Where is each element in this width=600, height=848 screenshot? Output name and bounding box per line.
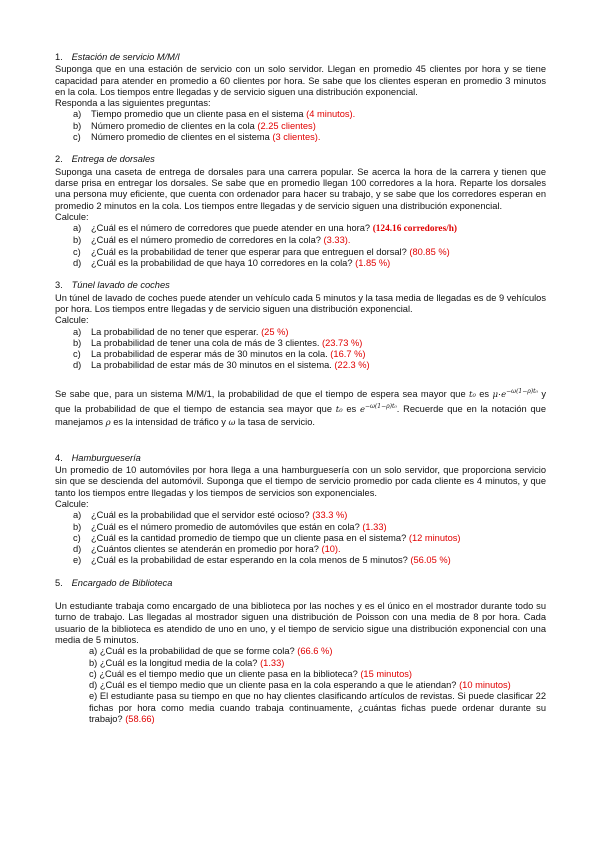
section-1 [55, 52, 546, 143]
section-3 [55, 280, 546, 428]
answer: (80.85 %) [409, 246, 450, 257]
question-list [55, 510, 546, 566]
section-intro: Suponga que en una estación de servicio con un solo servidor. Llegan en promedio 45 clientes por hora y se tiene capacidad para atender en promedio a 60 clientes por hora. Se sabe que los clientes esperan en promedio 3 minutos en la cola. Los tiempos entre llegadas y de servicio siguen una distribución exponencial. [55, 64, 546, 97]
section-title: 1. Estación de servicio M/M/l [55, 52, 180, 62]
answer: (3.33). [323, 235, 351, 246]
question-item: d) ¿Cuántos clientes se atenderán en promedio por hora? (10). [73, 544, 341, 555]
answer: (16.7 %) [330, 349, 366, 360]
section-title: 5. Encargado de Biblioteca [55, 577, 173, 588]
section-prompt: Calcule: [55, 498, 89, 509]
question-item: e) El estudiante pasa su tiempo en que no hay clientes clasificando artículos de revistas. Si puede clasificar 22 fichas por hora como media cuando trabaja continuamente, ¿cuántas fichas puede ordenar durante su trabajo? (58.66) [89, 691, 546, 725]
question-list [55, 109, 546, 143]
answer: (23.73 %) [322, 337, 363, 348]
section-prompt: Responda a las siguientes preguntas: [55, 98, 211, 109]
section-intro: Un túnel de lavado de coches puede atender un vehículo cada 5 minutos y la tasa media de llegadas es de 9 vehículos por hora. Los tiempos entre llegadas y de servicio siguen una distribución exponencial. [55, 292, 546, 314]
question-list [55, 223, 546, 269]
question-item: a) ¿Cuál es la probabilidad de que se forme cola? (66.6 %) [89, 646, 333, 657]
question-item: b) ¿Cuál es el número promedio de automóviles que están en cola? (1.33) [73, 521, 387, 532]
answer: (4 minutos). [306, 109, 356, 120]
answer: (66.6 %) [297, 646, 333, 657]
answer: (10). [321, 544, 341, 555]
answer: (15 minutos) [360, 668, 412, 679]
question-item: c) ¿Cuál es la probabilidad de tener que esperar para que entreguen el dorsal? (80.85 %) [73, 246, 450, 257]
answer: (2.25 clientes) [257, 120, 316, 131]
answer: (33.3 %) [312, 510, 348, 521]
question-item: a) ¿Cuál es la probabilidad que el servidor esté ocioso? (33.3 %) [73, 510, 348, 521]
answer: (3 clientes). [272, 132, 321, 143]
question-list [55, 646, 546, 725]
question-item: b) ¿Cuál es la longitud media de la cola? (1.33) [89, 657, 285, 668]
question-item: b) La probabilidad de tener una cola de más de 3 clientes. (23.73 %) [73, 337, 363, 348]
question-item: a) La probabilidad de no tener que esperar. (25 %) [73, 326, 289, 337]
question-item: d) ¿Cuál es la probabilidad de que haya 10 corredores en la cola? (1.85 %) [73, 258, 391, 269]
document-page [55, 52, 546, 725]
question-item: c) ¿Cuál es la cantidad promedio de tiempo que un cliente pasa en el sistema? (12 minutos) [73, 532, 461, 543]
section-intro: Un estudiante trabaja como encargado de una biblioteca por las noches y es el único en el mostrador durante todo su turno de trabajo. Las llegadas al mostrador siguen una distribución de Poisson con una media de 8 por hora. Cada usuario de la biblioteca es atendido de uno en uno, y el tiempo de servicio sigue una distribución exponencial con una media de 5 minutos. [55, 601, 546, 645]
section-4 [55, 453, 546, 567]
answer: (25 %) [261, 326, 289, 337]
section-note: Se sabe que, para un sistema M/M/1, la probabilidad de que el tiempo de espera sea mayor que t₀ es $\mu\cdot e^{-\omega(1-\rho)t_0}$ y que la probabilidad de que el tiempo de estancia sea mayor que t₀ es $e^{-\omega(1-\rho)t_0}$. Recuerde que en la notación que manejamos ρ es la intensidad de tráfico y ω la tasa de servicio. [55, 387, 546, 428]
section-title: 4. Hamburguesería [55, 452, 141, 463]
question-item: b) Número promedio de clientes en la cola (2.25 clientes) [73, 120, 316, 131]
question-item: c) ¿Cuál es el tiempo medio que un cliente pasa en la biblioteca? (15 minutos) [89, 668, 412, 679]
answer: (124.16 corredores/h) [372, 224, 458, 235]
question-item: d) ¿Cuál es el tiempo medio que un cliente pasa en la cola esperando a que le atiendan? (10 minutos) [89, 680, 511, 691]
question-item: d) La probabilidad de estar más de 30 minutos en el sistema. (22.3 %) [73, 360, 370, 371]
answer: (58.66) [125, 714, 155, 725]
question-item: c) La probabilidad de esperar más de 30 minutos en la cola. (16.7 %) [73, 349, 366, 360]
section-title: 3. Túnel lavado de coches [55, 280, 170, 291]
section-intro: Un promedio de 10 automóviles por hora llega a una hamburguesería con un solo servidor, que proporciona servicio sin que se descienda del automóvil. Suponga que el tiempo de servicio promedio por cada cliente es 4 minutos, y que tanto los tiempos entre llegadas y los tiempos de servicios son exponenciales. [55, 465, 546, 498]
section-title: 2. Entrega de dorsales [55, 154, 155, 165]
section-5 [55, 578, 546, 726]
question-item: c) Número promedio de clientes en el sistema (3 clientes). [73, 132, 321, 143]
section-intro: Suponga una caseta de entrega de dorsales para una carrera popular. Se acerca la hora de la carrera y tienen que darse prisa en entregar los dorsales. Se sabe que en promedio llegan 100 corredores a la hora. Reparte los dorsales una persona muy eficiente, que cuenta con ordenador para hacer su trabajo, y se sabe que los corredores esperan en promedio 2 minutos en la cola. Los tiempos entre llegadas y de servicio siguen una distribución exponencial. [55, 166, 546, 211]
answer: (12 minutos) [408, 532, 461, 543]
answer: (56.05 %) [410, 555, 451, 566]
question-list [55, 327, 546, 372]
question-item: a) Tiempo promedio que un cliente pasa en el sistema (4 minutos). [73, 109, 356, 120]
answer: (1.33) [260, 657, 285, 668]
question-item: b) ¿Cuál es el número promedio de corredores en la cola? (3.33). [73, 235, 351, 246]
question-item: e) ¿Cuál es la probabilidad de estar esperando en la cola menos de 5 minutos? (56.05 %) [73, 555, 451, 566]
section-prompt: Calcule: [55, 315, 89, 326]
answer: (10 minutos) [459, 680, 511, 691]
section-prompt: Calcule: [55, 211, 89, 222]
section-2 [55, 154, 546, 269]
answer: (1.85 %) [355, 258, 391, 269]
answer: (1.33) [362, 521, 387, 532]
question-item: a) ¿Cuál es el número de corredores que puede atender en una hora? (124.16 corredores/h) [73, 223, 458, 235]
answer: (22.3 %) [334, 360, 370, 371]
